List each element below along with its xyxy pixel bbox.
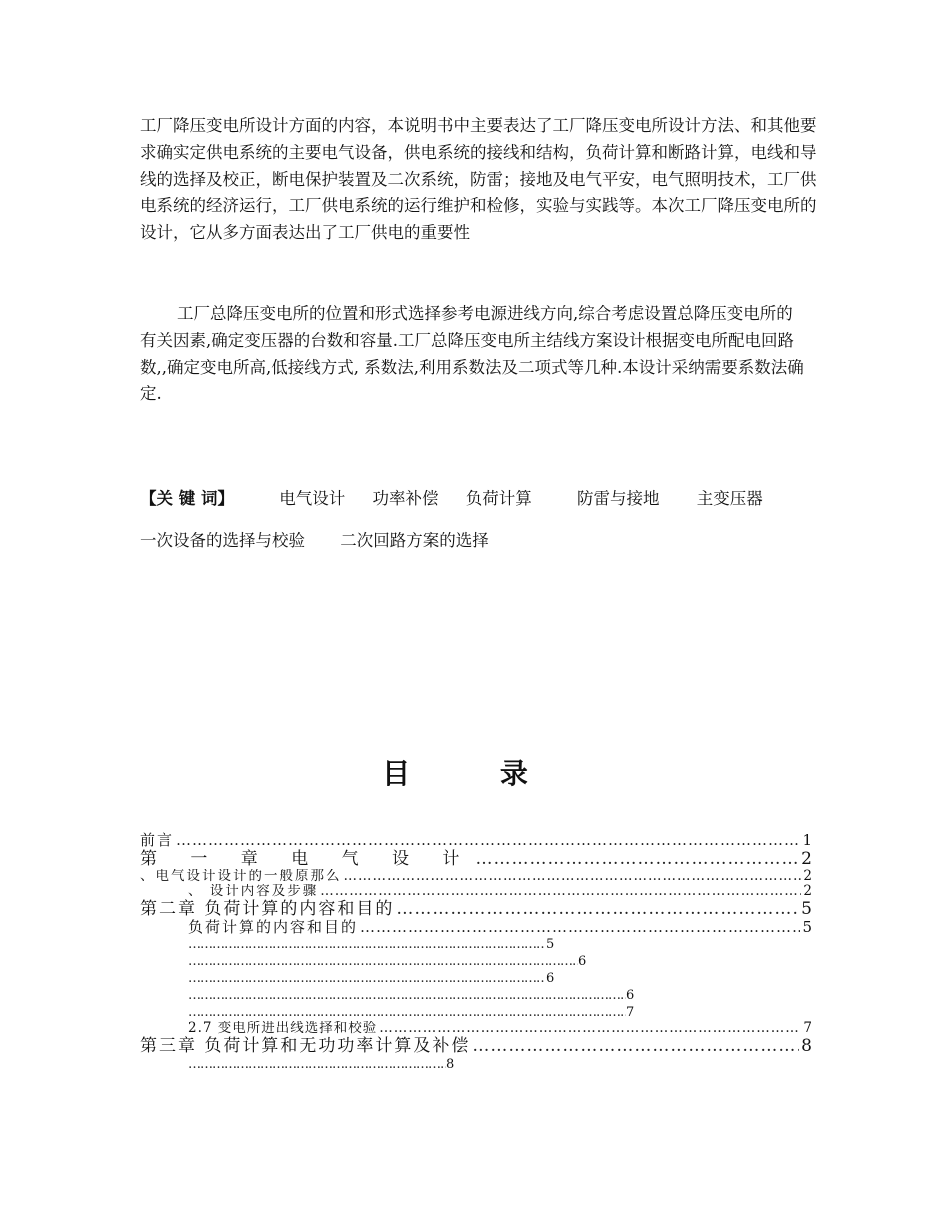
toc-entry[interactable]	[140, 884, 812, 899]
toc-entry-page: 7	[626, 1005, 635, 1020]
toc-entry[interactable]	[140, 1021, 812, 1036]
toc-leader	[188, 987, 626, 1004]
toc-entry[interactable]	[140, 987, 812, 1004]
toc-entry-page: 1	[802, 832, 812, 849]
toc-entry-page: 8	[446, 1057, 455, 1072]
toc-entry[interactable]	[140, 899, 812, 919]
toc-leader	[188, 1056, 446, 1073]
toc-entry-title: 负荷计算的内容和目的	[188, 919, 359, 936]
toc-entry[interactable]	[140, 849, 812, 869]
toc-entry[interactable]	[140, 953, 812, 970]
toc-entry-page: 6	[578, 954, 587, 969]
keyword-item: 电气设计	[279, 489, 346, 508]
table-of-contents	[140, 832, 812, 1073]
toc-entry-page: 6	[546, 971, 555, 986]
toc-entry[interactable]	[140, 919, 812, 936]
toc-entry-page: 2	[803, 884, 812, 899]
keywords-label: 【关 键 词】	[140, 489, 234, 508]
toc-leader	[188, 1004, 626, 1021]
toc-entry-page: 5	[801, 899, 812, 919]
toc-entry[interactable]	[140, 1004, 812, 1021]
keywords-block	[140, 478, 840, 562]
keyword-item: 主变压器	[696, 489, 763, 508]
toc-entry[interactable]	[140, 1056, 812, 1073]
toc-entry-title: 第 一 章 电 气 设 计	[140, 849, 474, 869]
toc-entry[interactable]	[140, 869, 812, 884]
toc-entry[interactable]	[140, 832, 812, 849]
abstract-paragraph-2: 工厂总降压变电所的位置和形式选择参考电源进线方向,综合考虑设置总降压变电所的有关因素,确定变压器的台数和容量.工厂总降压变电所主结线方案设计根据变电所配电回路数,,确定变电所高,低接线方式, 系数法,利用系数法及二项式等几种.本设计采纳需要系数法确定.	[140, 304, 804, 404]
toc-entry-title: 第三章 负荷计算和无功功率计算及补偿	[140, 1036, 471, 1056]
toc-entry-page: 2	[803, 869, 812, 884]
toc-entry-page: 5	[546, 937, 555, 952]
toc-leader	[188, 970, 546, 987]
toc-entry-page: 5	[802, 919, 812, 936]
toc-entry-title: 、电气设计设计的一般原那么	[140, 869, 342, 884]
keyword-item: 负荷计算	[465, 489, 532, 508]
toc-leader	[188, 936, 546, 953]
toc-entry-title: 、 设计内容及步骤	[188, 884, 319, 899]
abstract-paragraph-1: 工厂降压变电所设计方面的内容，本说明书中主要表达了工厂降压变电所设计方法、和其他要求确实定供电系统的主要电气设备，供电系统的接线和结构，负荷计算和断路计算，电线和导线的选择及校正，断电保护装置及二次系统，防雷；接地及电气平安，电气照明技术，工厂供电系统的经济运行，工厂供电系统的运行维护和检修，实验与实践等。本次工厂降压变电所的设计，它从多方面表达出了工厂供电的重要性	[140, 116, 817, 243]
toc-entry-page: 2	[801, 849, 812, 869]
toc-entry[interactable]	[140, 970, 812, 987]
toc-leader	[379, 1021, 801, 1036]
keyword-item: 二次回路方案的选择	[340, 531, 489, 550]
toc-entry-page: 6	[626, 988, 635, 1003]
toc-leader	[475, 849, 799, 869]
toc-leader	[396, 899, 799, 919]
toc-title: 目 录	[382, 757, 568, 790]
toc-entry-title: 第二章 负荷计算的内容和目的	[140, 899, 395, 919]
toc-leader	[360, 919, 800, 936]
keyword-item: 防雷与接地	[577, 489, 660, 508]
toc-entry[interactable]	[140, 1036, 812, 1056]
toc-leader	[188, 953, 578, 970]
toc-leader	[472, 1036, 799, 1056]
toc-entry-page: 7	[803, 1021, 812, 1036]
keyword-item: 一次设备的选择与校验	[140, 531, 305, 550]
toc-entry-title: 前言	[140, 832, 175, 849]
toc-leader	[176, 832, 800, 849]
toc-entry-page: 8	[801, 1036, 812, 1056]
toc-leader	[320, 884, 801, 899]
keyword-item: 功率补偿	[372, 489, 439, 508]
toc-leader	[344, 869, 802, 884]
toc-entry-title: 2.7 变电所进出线选择和校验	[188, 1021, 378, 1036]
toc-entry[interactable]	[140, 936, 812, 953]
